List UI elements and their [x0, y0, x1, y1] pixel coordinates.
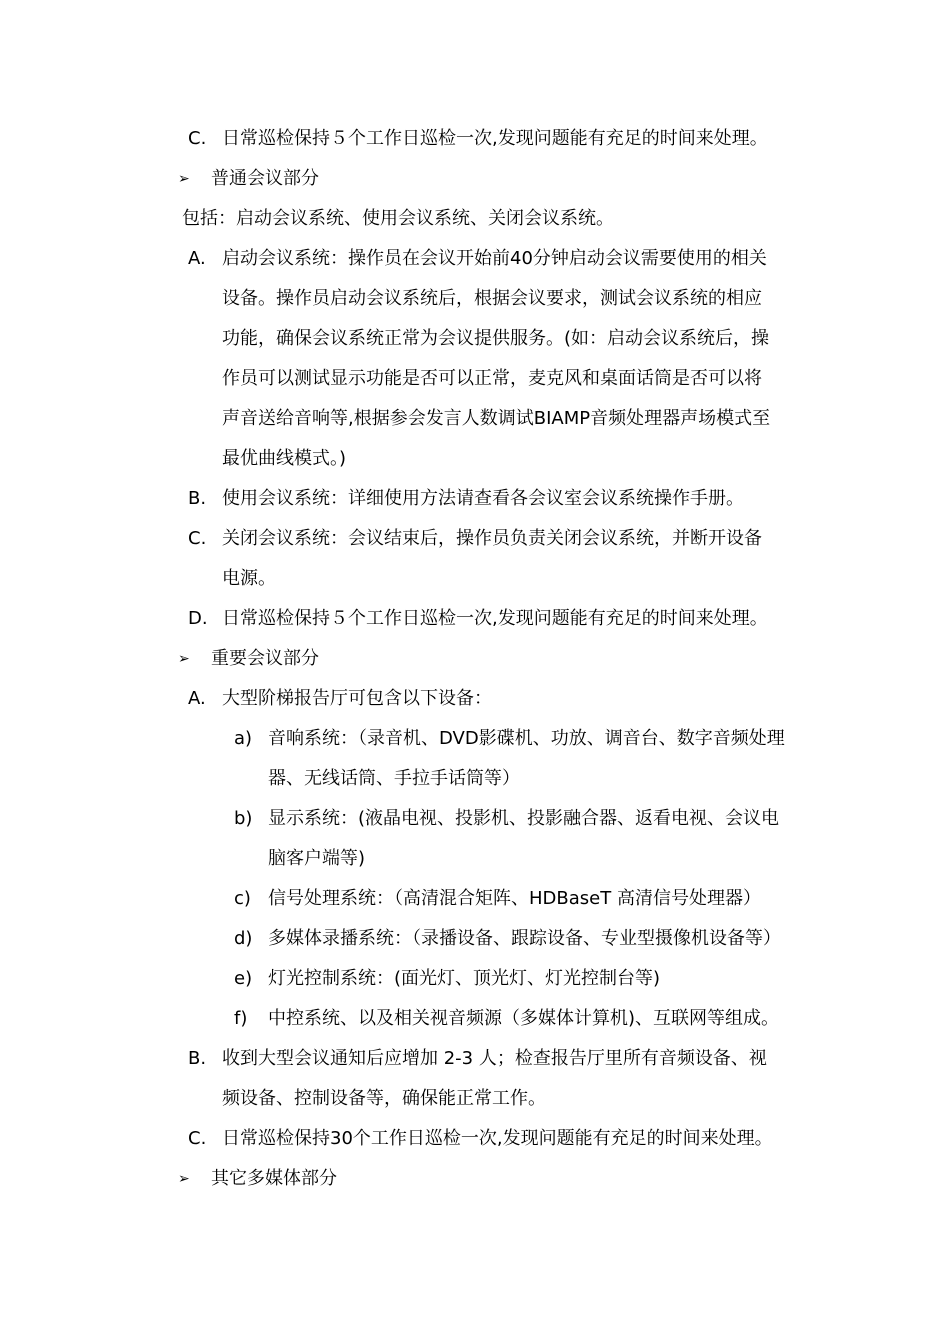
list-marker: A. — [188, 248, 206, 269]
list-marker: B. — [188, 488, 207, 509]
sub-list-marker: f) — [234, 1008, 248, 1029]
sub-list-marker: b) — [234, 808, 253, 829]
sub-list-marker: e) — [234, 968, 253, 989]
section-heading: 普通会议部分 — [211, 168, 319, 189]
arrow-bullet-icon: ➢ — [178, 1171, 190, 1187]
list-marker: B. — [188, 1048, 207, 1069]
list-marker: C. — [188, 128, 207, 149]
paragraph-line: 显示系统：(液晶电视、投影机、投影融合器、返看电视、会议电 — [268, 808, 780, 829]
paragraph-line: 灯光控制系统：(面光灯、顶光灯、灯光控制台等) — [268, 968, 661, 989]
sub-list-marker: d) — [234, 928, 253, 949]
paragraph-line: 脑客户端等) — [268, 848, 366, 869]
paragraph-line: 使用会议系统：详细使用方法请查看各会议室会议系统操作手册。 — [222, 488, 744, 509]
paragraph-line: 频设备、控制设备等，确保能正常工作。 — [222, 1088, 546, 1109]
paragraph-line: 收到大型会议通知后应增加 2-3 人；检查报告厅里所有音频设备、视 — [222, 1048, 767, 1069]
section-heading: 其它多媒体部分 — [211, 1168, 337, 1189]
list-marker: C. — [188, 1128, 207, 1149]
paragraph-line: 日常巡检保持５个工作日巡检一次,发现问题能有充足的时间来处理。 — [222, 128, 768, 149]
paragraph-line: 中控系统、以及相关视音频源（多媒体计算机)、互联网等组成。 — [268, 1008, 780, 1029]
paragraph-line: 启动会议系统：操作员在会议开始前40分钟启动会议需要使用的相关 — [222, 248, 767, 269]
sub-list-marker: c) — [234, 888, 251, 909]
paragraph-line: 信号处理系统：（高清混合矩阵、HDBaseT 高清信号处理器） — [268, 888, 761, 909]
paragraph-line: 功能，确保会议系统正常为会议提供服务。(如：启动会议系统后，操 — [222, 328, 770, 349]
paragraph-line: 最优曲线模式。) — [222, 448, 347, 469]
arrow-bullet-icon: ➢ — [178, 651, 190, 667]
paragraph-line: 多媒体录播系统：（录播设备、跟踪设备、专业型摄像机设备等） — [268, 928, 781, 949]
paragraph-line: 日常巡检保持５个工作日巡检一次,发现问题能有充足的时间来处理。 — [222, 608, 768, 629]
paragraph-line: 声音送给音响等,根据参会发言人数调试BIAMP音频处理器声场模式至 — [222, 408, 771, 429]
paragraph-line: 音响系统：（录音机、DVD影碟机、功放、调音台、数字音频处理 — [268, 728, 785, 749]
paragraph-line: 大型阶梯报告厅可包含以下设备： — [222, 688, 492, 709]
paragraph-line: 日常巡检保持30个工作日巡检一次,发现问题能有充足的时间来处理。 — [222, 1128, 773, 1149]
paragraph-line: 设备。操作员启动会议系统后，根据会议要求，测试会议系统的相应 — [222, 288, 762, 309]
paragraph-line: 器、无线话筒、手拉手话筒等） — [268, 768, 520, 789]
paragraph-line: 电源。 — [222, 568, 276, 589]
arrow-bullet-icon: ➢ — [178, 171, 190, 187]
list-marker: D. — [188, 608, 208, 629]
list-marker: C. — [188, 528, 207, 549]
section-heading: 重要会议部分 — [211, 648, 319, 669]
sub-list-marker: a) — [234, 728, 253, 749]
list-marker: A. — [188, 688, 206, 709]
intro-text: 包括：启动会议系统、使用会议系统、关闭会议系统。 — [182, 208, 614, 229]
paragraph-line: 作员可以测试显示功能是否可以正常，麦克风和桌面话筒是否可以将 — [222, 368, 762, 389]
paragraph-line: 关闭会议系统：会议结束后，操作员负责关闭会议系统，并断开设备 — [222, 528, 762, 549]
